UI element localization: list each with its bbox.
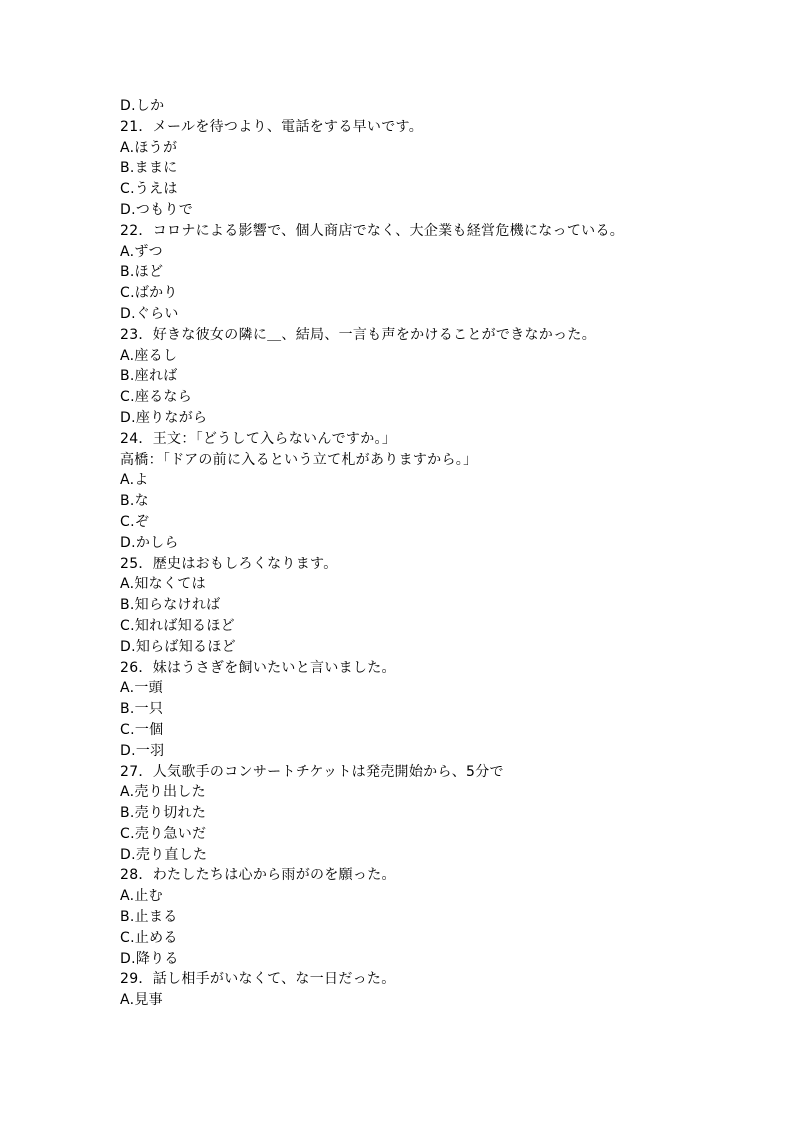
option-line: D.ぐらい (120, 305, 179, 322)
option-line: B.な (120, 493, 149, 510)
option-line: C.ぞ (120, 513, 150, 530)
option-line: C.知れば知るほど (120, 617, 235, 634)
option-line: C.売り急いだ (120, 825, 207, 842)
option-line: A.一頭 (120, 680, 163, 697)
option-line: A.ずつ (120, 243, 163, 260)
option-line: C.止める (120, 929, 178, 946)
option-line: D.かしら (120, 534, 179, 551)
option-line: C.ばかり (120, 285, 178, 302)
document-page (120, 96, 740, 1011)
option-line: D.一羽 (120, 742, 165, 759)
option-line: D.降りる (120, 950, 179, 967)
option-line: D.つもりで (120, 201, 194, 218)
option-line: D.座りながら (120, 409, 208, 426)
option-line: A.見事 (120, 992, 163, 1009)
question-line: 22．コロナによる影響で、個人商店でなく、大企業も経営危機になっている。 (120, 222, 625, 239)
option-line: B.一只 (120, 701, 164, 718)
option-line: A.売り出した (120, 784, 206, 801)
question-line: 28．わたしたちは心から雨がのを願った。 (120, 867, 396, 884)
option-line: A.知なくては (120, 576, 206, 593)
question-line: 26．妹はうさぎを飼いたいと言いました。 (120, 659, 396, 676)
option-line: B.止まる (120, 909, 178, 926)
option-line: B.知らなければ (120, 597, 221, 614)
question-line: 27．人気歌手のコンサートチケットは発売開始から、5分で (120, 763, 504, 780)
option-line: A.止む (120, 888, 163, 905)
option-line: B.売り切れた (120, 805, 207, 822)
option-line: D.知らば知るほど (120, 638, 236, 655)
option-line: C.うえは (120, 181, 178, 198)
question-line: 25．歴史はおもしろくなります。 (120, 555, 338, 572)
option-line: A.よ (120, 472, 149, 489)
option-line: B.ままに (120, 160, 178, 177)
option-line: A.ほうが (120, 139, 178, 156)
option-line: D.しか (120, 98, 165, 114)
option-line: B.座れば (120, 368, 178, 385)
question-line: 23．好きな彼女の隣に＿、結局、一言も声をかけることができなかった。 (120, 326, 597, 343)
question-line: 29．話し相手がいなくて、な一日だった。 (120, 971, 396, 988)
option-line: C.一個 (120, 721, 164, 738)
question-line: 高橋：「ドアの前に入るという立て札がありますから。」 (120, 451, 478, 468)
option-line: C.座るなら (120, 389, 193, 406)
option-line: D.売り直した (120, 846, 208, 863)
question-line: 24．王文：「どうして入らないんですか。」 (120, 430, 397, 447)
option-line: B.ほど (120, 264, 164, 281)
question-line: 21．メールを待つより、電話をする早いです。 (120, 118, 424, 135)
option-line: A.座るし (120, 347, 178, 364)
